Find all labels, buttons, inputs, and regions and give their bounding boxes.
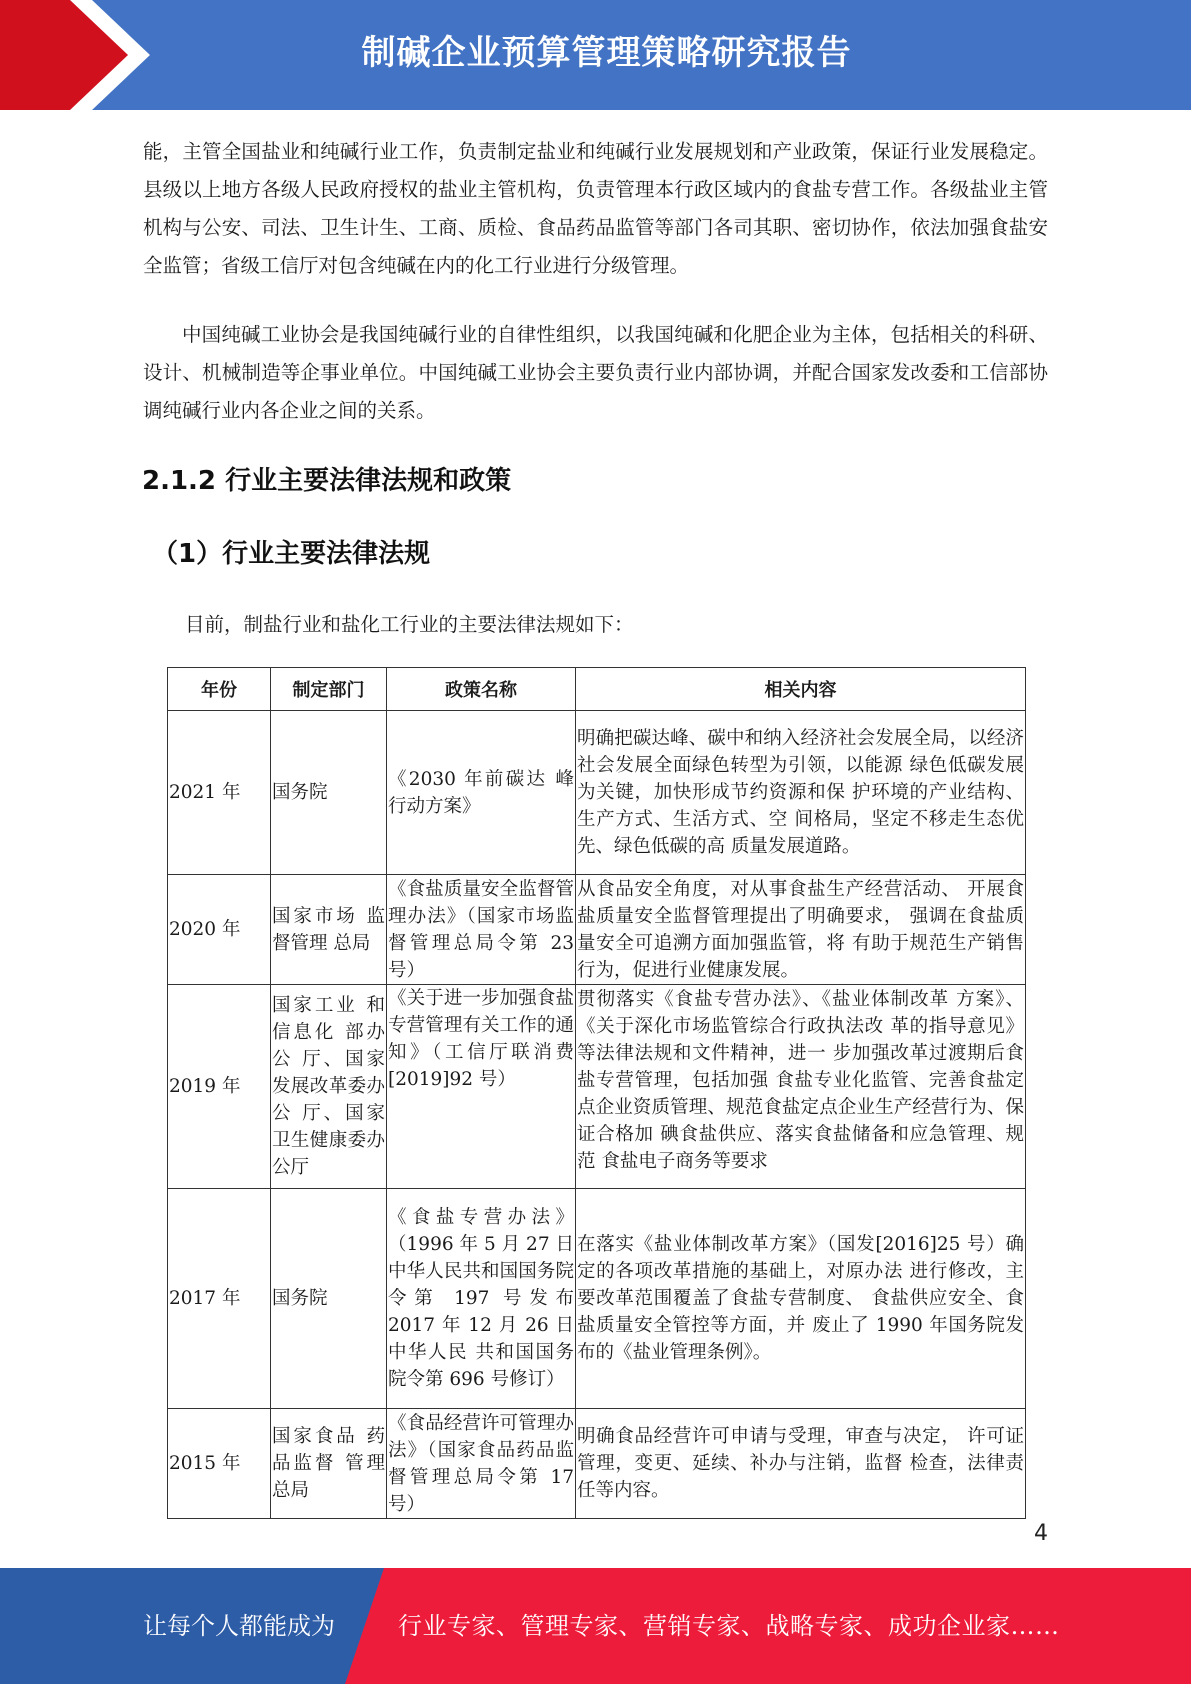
cell-year: 2015 年 — [168, 1409, 271, 1519]
table-row — [168, 985, 1026, 1189]
cell-content: 从食品安全角度，对从事食盐生产经营活动、 开展食盐质量安全监督管理提出了明确要求， 强调在食盐质量安全可追溯方面加强监管，将 有助于规范生产销售行为，促进行业健康发展。 — [576, 875, 1026, 985]
table-row — [168, 1409, 1026, 1519]
footer-right-text: 行业专家、管理专家、营销专家、战略专家、成功企业家…… — [398, 1612, 1060, 1640]
section-heading: 2.1.2 行业主要法律法规和政策 — [142, 466, 512, 496]
header-year: 年份 — [168, 668, 271, 711]
header-content: 相关内容 — [576, 668, 1026, 711]
table-row — [168, 1189, 1026, 1409]
cell-policy: 《关于进一步加强食盐专营管理有关工作的通知》（工信厅联消费 [2019]92 号） — [387, 985, 576, 1189]
table-intro: 目前，制盐行业和盐化工行业的主要法律法规如下： — [185, 613, 634, 636]
cell-policy: 《食盐质量安全监督管理办法》（国家市场监督管理总局令第 23 号） — [387, 875, 576, 985]
body-paragraph-1: 能，主管全国盐业和纯碱行业工作，负责制定盐业和纯碱行业发展规划和产业政策，保证行业发展稳定。县级以上地方各级人民政府授权的盐业主管机构，负责管理本行政区域内的食盐专营工作。各级盐业主管机构与公安、司法、卫生计生、工商、质检、食品药品监管等部门各司其职、密切协作，依法加强食盐安全监管；省级工信厅对包含纯碱在内的化工行业进行分级管理。 — [143, 140, 1048, 277]
cell-content: 明确把碳达峰、碳中和纳入经济社会发展全局，以经济社会发展全面绿色转型为引领，以能源 绿色低碳发展为关键，加快形成节约资源和保 护环境的产业结构、生产方式、生活方式、空 间格局，坚定不移走生态优先、绿色低碳的高 质量发展道路。 — [576, 711, 1026, 875]
table-header-row — [168, 668, 1026, 711]
page-header — [0, 0, 1191, 110]
cell-year: 2019 年 — [168, 985, 271, 1189]
cell-policy: 《食盐专营办法》（1996 年 5 月 27 日中华人民共和国国务院令第 197 号发布 2017 年 12 月 26 日中华人民 共和国国务院令第 696 号修订） — [387, 1189, 576, 1409]
table-row — [168, 875, 1026, 985]
page-footer — [0, 1568, 1191, 1684]
cell-dept: 国家食品 药品监督 管理总局 — [271, 1409, 387, 1519]
cell-policy: 《2030 年前碳达 峰行动方案》 — [387, 711, 576, 875]
cell-dept: 国家工业 和信息化 部办公 厅、国家发展改革委办公 厅、国家 卫生健康委办公厅 — [271, 985, 387, 1189]
header-title: 制碱企业预算管理策略研究报告 — [361, 33, 852, 73]
cell-year: 2021 年 — [168, 711, 271, 875]
cell-policy: 《食品经营许可管理办法》（国家食品药品监督管理总局令第 17 号） — [387, 1409, 576, 1519]
footer-left-text: 让每个人都能成为 — [143, 1612, 335, 1640]
header-policy: 政策名称 — [387, 668, 576, 711]
header-dept: 制定部门 — [271, 668, 387, 711]
cell-content — [576, 985, 1026, 1189]
body-paragraph-2: 中国纯碱工业协会是我国纯碱行业的自律性组织，以我国纯碱和化肥企业为主体，包括相关的科研、设计、机械制造等企事业单位。中国纯碱工业协会主要负责行业内部协调，并配合国家发改委和工信部协调纯碱行业内各企业之间的关系。 — [143, 323, 1048, 422]
cell-year: 2017 年 — [168, 1189, 271, 1409]
cell-dept: 国务院 — [271, 711, 387, 875]
cell-content-text: 贯彻落实《食盐专营办法》、《盐业体制改革 方案》、《关于深化市场监管综合行政执法改 革的指导意见》等法律法规和文件精神，进一 步加强改革过渡期后食盐专营管理，包括加强 食盐专业化监管、完善食盐定点企业资质管理、规范食盐定点企业生产经营行为、保证合格加 碘食盐供应、落实食盐储备和应急管理、规范 食盐电子商务等要求 — [577, 989, 1024, 1172]
cell-dept: 国务院 — [271, 1189, 387, 1409]
sub-heading: （1）行业主要法律法规 — [152, 539, 431, 569]
cell-content: 在落实《盐业体制改革方案》（国发[2016]25 号）确定的各项改革措施的基础上，对原办法 进行修改，主要改革范围覆盖了食盐专营制度、 食盐供应安全、食盐质量安全管控等方面，并 废止了 1990 年国务院发布的《盐业管理条例》。 — [576, 1189, 1026, 1409]
cell-content: 明确食品经营许可申请与受理，审查与决定， 许可证管理，变更、延续、补办与注销，监督 检查，法律责任等内容。 — [576, 1409, 1026, 1519]
page-number: 4 — [1034, 1521, 1048, 1546]
cell-year: 2020 年 — [168, 875, 271, 985]
laws-table — [167, 667, 1026, 1519]
cell-dept: 国家市场 监督管理 总局 — [271, 875, 387, 985]
table-row — [168, 711, 1026, 875]
